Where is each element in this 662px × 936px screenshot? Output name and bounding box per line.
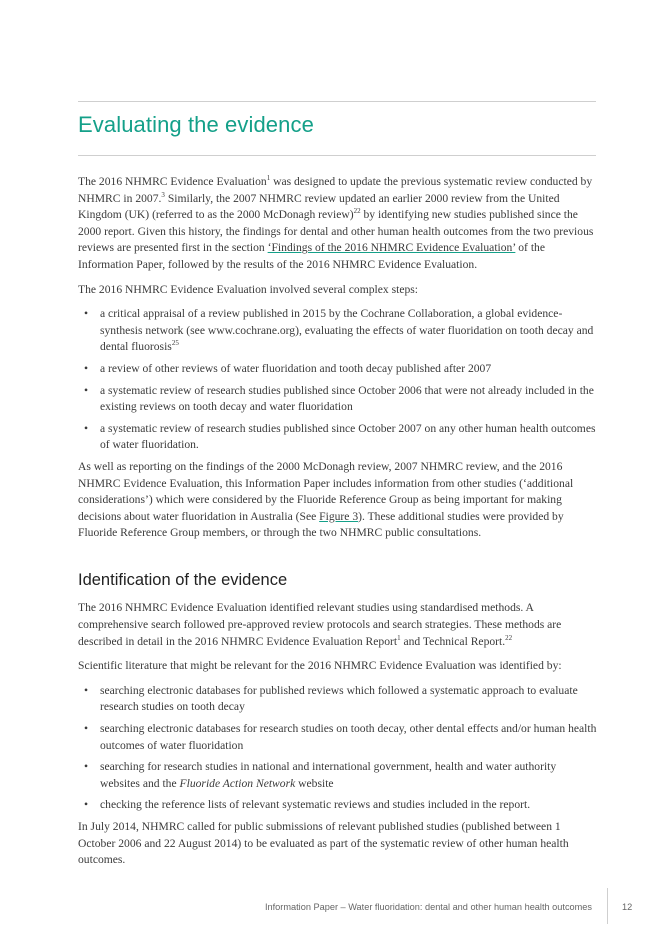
list-item: • searching electronic databases for published reviews which followed a systematic approach to evaluate research studies on tooth decay xyxy=(84,683,578,714)
list-item: • a systematic review of research studies published since October 2007 on any other human health outcomes of water fluoridation. xyxy=(84,421,596,452)
bullet-icon: • xyxy=(84,421,89,435)
figure-3-link[interactable]: Figure 3 xyxy=(319,509,359,523)
section2-paragraph-2: Scientific literature that might be relevant for the 2016 NHMRC Evidence Evaluation was identified by: xyxy=(78,659,562,673)
page-heading: Evaluating the evidence xyxy=(78,112,314,137)
footer-divider xyxy=(607,888,608,924)
citation: 22 xyxy=(353,207,361,216)
findings-section-link[interactable]: ‘Findings of the 2016 NHMRC Evidence Evaluation’ xyxy=(267,241,516,255)
heading-divider xyxy=(78,155,596,156)
steps-list xyxy=(78,306,598,454)
section2-paragraph-1: The 2016 NHMRC Evidence Evaluation identified relevant studies using standardised methods. A comprehensive search followed pre-approved review protocols and search strategies. These methods are described in detail in the 2016 NHMRC Evidence Evaluation Report$^1$ and Technical Report.$^{22}$ xyxy=(78,601,562,648)
citation: 22 xyxy=(505,633,513,642)
list-item: • a review of other reviews of water fluoridation and tooth decay published after 2007 xyxy=(78,361,598,378)
section2-heading: Identification of the evidence xyxy=(78,570,288,589)
list-item: • searching for research studies in national and international government, health and water authority websites and the Fluoride Action Network website xyxy=(84,760,557,790)
bullet-icon: • xyxy=(84,307,89,321)
section2-paragraph-3: In July 2014, NHMRC called for public submissions of relevant published studies (published between 1 October 2006 and 22 August 2014) to be evaluated as part of the systematic review of other human health outcomes. xyxy=(78,820,569,867)
citation: 1 xyxy=(397,633,401,642)
citation: 3 xyxy=(161,190,165,199)
citation: 25 xyxy=(171,339,179,348)
section1-paragraph-1: The 2016 NHMRC Evidence Evaluation$^1$ was designed to update the previous systematic review conducted by NHMRC in 2007.$^3$ Similarly, the 2007 NHMRC review updated an earlier 2000 review from the United Kingdom (UK) (referred to as the 2000 McDonagh review)$^{22}$ by identifying new studies published since the 2000 report. Given this history, the findings for dental and other human health outcomes from the two previous reviews are presented first in the section ‘Findings of the 2016 NHMRC Evidence Evaluation’ of the Information Paper, followed by the results of the 2016 NHMRC Evidence Evaluation. xyxy=(78,174,594,271)
list-item: • searching electronic databases for research studies on tooth decay, other dental effects and/or human health outcomes of water fluoridation xyxy=(84,722,597,752)
top-divider xyxy=(78,101,596,102)
bullet-icon: • xyxy=(84,683,89,697)
list-item: • a critical appraisal of a review published in 2015 by the Cochrane Collaboration, a global evidence-synthesis network (see www.cochrane.org), evaluating the effects of water fluoridation on tooth decay and dental fluorosis$^{25}$ xyxy=(84,307,594,354)
bullet-icon: • xyxy=(84,798,89,812)
list-item: • checking the reference lists of relevant systematic reviews and studies included in the report. xyxy=(78,797,598,814)
section1-paragraph-2: The 2016 NHMRC Evidence Evaluation involved several complex steps: xyxy=(78,282,419,296)
bullet-icon: • xyxy=(84,760,89,774)
body-content xyxy=(78,174,598,877)
citation: 1 xyxy=(266,174,271,183)
section1-paragraph-3: As well as reporting on the findings of the 2000 McDonagh review, 2007 NHMRC review, and the 2016 NHMRC Evidence Evaluation, this Information Paper includes information from other studies (‘additional considerations’) which were considered by the Fluoride Reference Group as being important for making decisions about water fluoridation in Australia (See Figure 3). These additional studies were provided by Fluoride Reference Group members, or through the two NHMRC public consultations. xyxy=(78,459,574,540)
list-item: • a systematic review of research studies published since October 2006 that were not already included in the existing reviews on tooth decay and water fluoridation xyxy=(84,383,594,414)
bullet-icon: • xyxy=(84,383,89,397)
bullet-icon: • xyxy=(84,361,89,375)
identification-list xyxy=(78,683,598,814)
footer-title: Information Paper – Water fluoridation: dental and other human health outcomes xyxy=(264,902,592,912)
bullet-icon: • xyxy=(84,722,89,736)
page-number: 12 xyxy=(622,902,633,912)
